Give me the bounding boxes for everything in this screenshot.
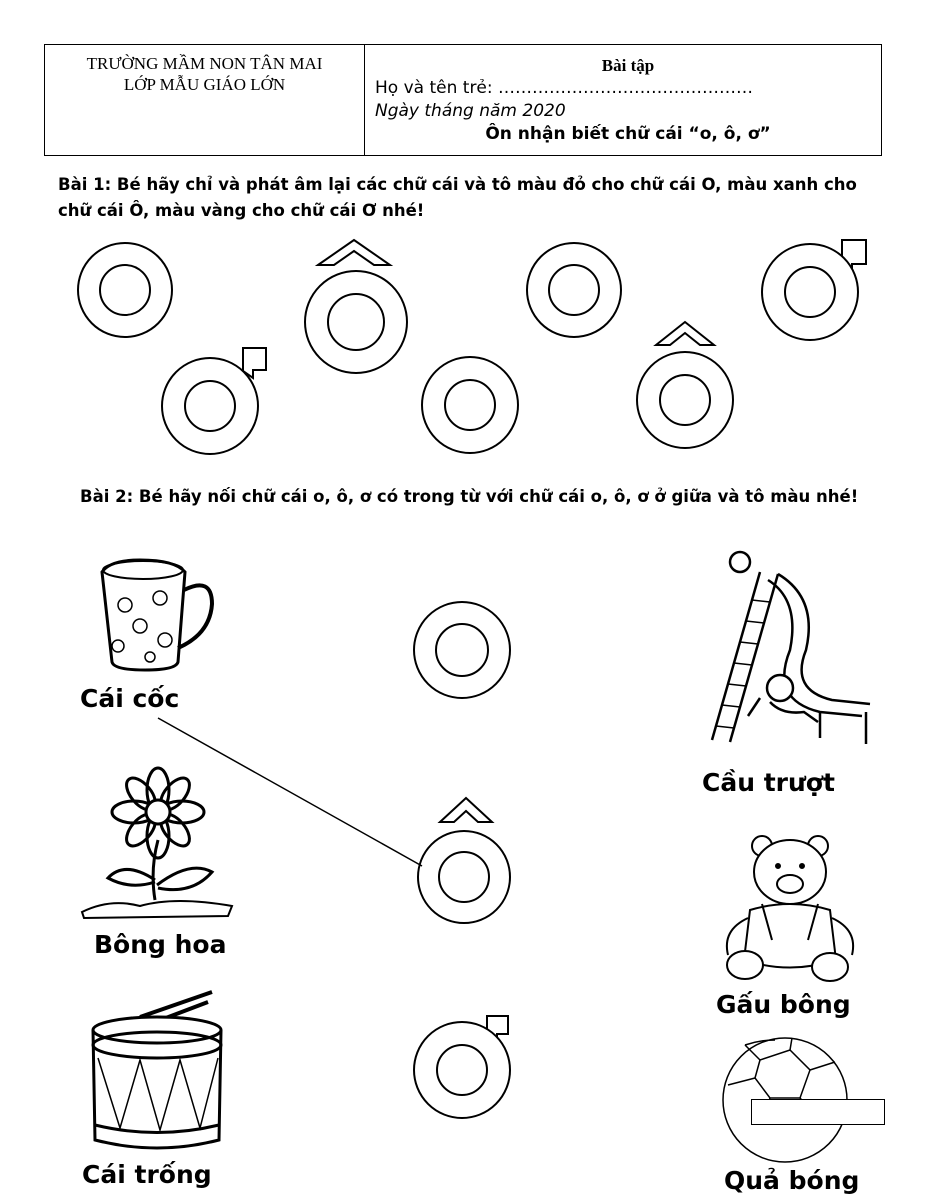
center-letter-o-horn[interactable] [414,1016,510,1118]
letter-o-circumflex-outline [637,322,733,448]
center-letter-o[interactable] [414,602,510,698]
topic-line: Ôn nhận biết chữ cái “o, ô, ơ” [485,124,771,144]
worksheet-title: Bài tập [601,56,655,75]
slide-icon[interactable] [712,552,870,744]
student-name-line: Họ và tên trẻ: ……………………………………… [375,78,754,98]
letter-o-horn-outline [162,348,266,454]
class-name: LỚP MẪU GIÁO LỚN [123,75,286,94]
flower-icon[interactable] [82,768,232,918]
exercise-2-instruction: Bài 2: Bé hãy nối chữ cái o, ô, ơ có trong từ với chữ cái o, ô, ơ ở giữa và tô màu nhé! [80,487,859,506]
label-qua-bong: Quả bóng [724,1166,860,1195]
label-cai-trong: Cái trống [82,1160,212,1189]
letter-o-circumflex-outline [305,240,407,373]
blank-box [751,1099,885,1125]
teddy-bear-icon[interactable] [727,836,853,981]
letter-o-outline [422,357,518,453]
cup-icon[interactable] [102,560,212,670]
letter-o-outline [78,243,172,337]
letter-o-horn-outline [762,240,866,340]
center-letter-o-circumflex[interactable] [418,798,510,923]
drum-icon[interactable] [93,992,221,1148]
label-cai-coc: Cái cốc [80,684,180,713]
school-name: TRƯỜNG MẦM NON TÂN MAI [86,54,323,73]
date-line: Ngày tháng năm 2020 [375,101,566,121]
label-gau-bong: Gấu bông [716,990,851,1019]
label-bong-hoa: Bông hoa [94,930,227,959]
letter-o-outline [527,243,621,337]
label-cau-truot: Cầu trượt [702,768,835,797]
connection-line [158,718,422,866]
exercise-1-instruction: Bài 1: Bé hãy chỉ và phát âm lại các chữ cái và tô màu đỏ cho chữ cái O, màu xanh cho chữ cái Ô, màu vàng cho chữ cái Ơ nhé! [58,175,857,220]
